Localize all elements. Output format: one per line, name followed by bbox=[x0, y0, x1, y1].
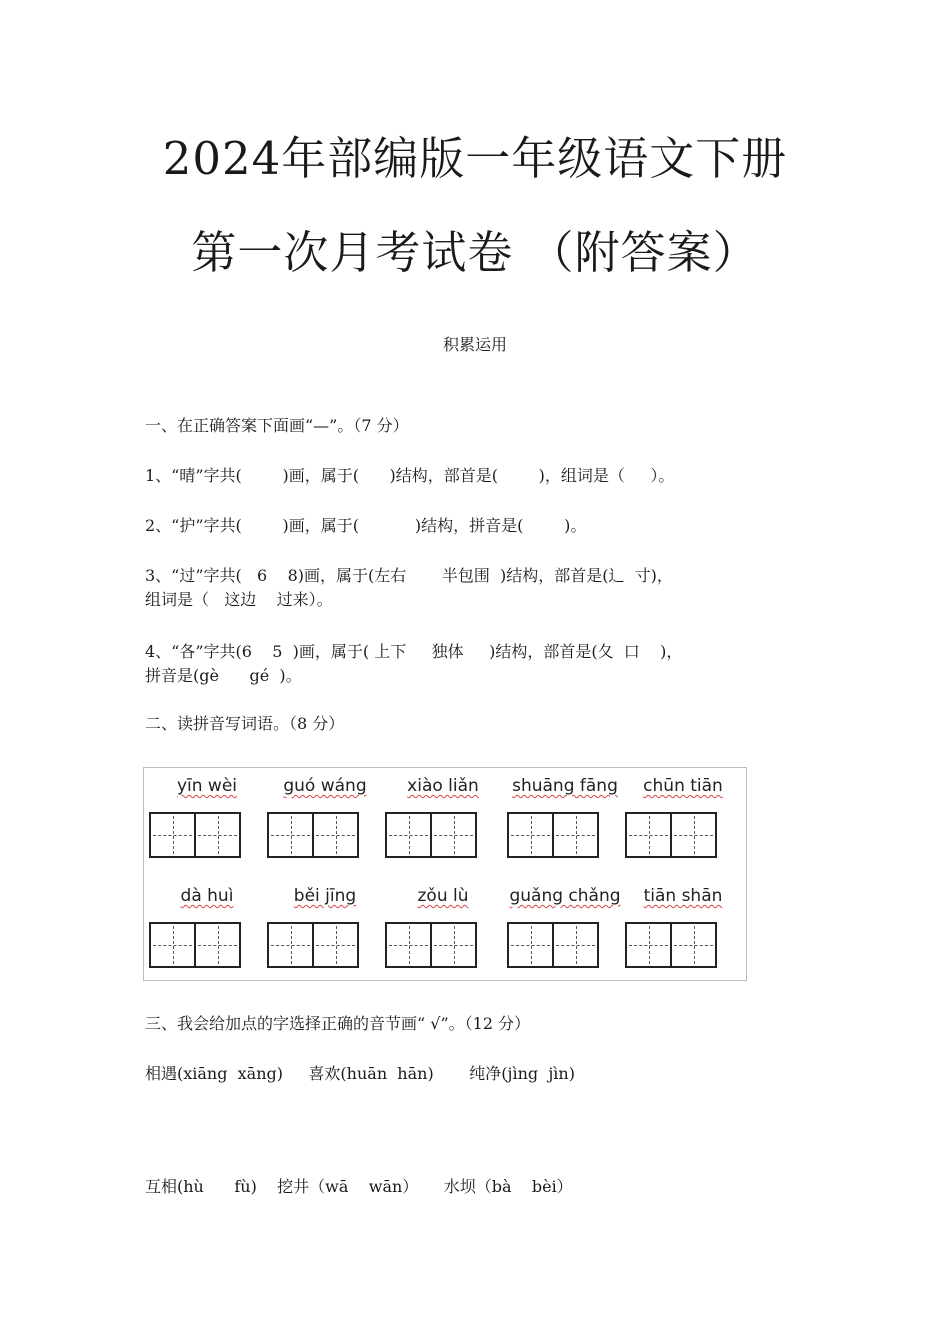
word-item bbox=[146, 776, 268, 858]
writing-box[interactable] bbox=[312, 922, 359, 968]
word-item bbox=[504, 886, 626, 968]
writing-box[interactable] bbox=[507, 812, 554, 858]
pinyin-label: shuāng fāng bbox=[512, 776, 618, 796]
word-item bbox=[622, 776, 744, 858]
question-3-line-1: 相遇(xiāng xāng) 喜欢(huān hān) 纯净(jìng jìn) bbox=[145, 1064, 575, 1083]
word-item bbox=[264, 886, 386, 968]
pinyin-label: xiào liǎn bbox=[407, 776, 479, 796]
character-boxes bbox=[267, 922, 386, 968]
character-boxes bbox=[507, 922, 626, 968]
question-1-item-3-line-1: 3、“过”字共( 6 8)画，属于(左右 半包围 )结构，部首是(辶 寸)， bbox=[145, 566, 673, 585]
writing-box[interactable] bbox=[430, 812, 477, 858]
character-boxes bbox=[507, 812, 626, 858]
pinyin-writing-grid bbox=[143, 767, 747, 981]
question-1-heading: 一、在正确答案下面画“—”。（7 分） bbox=[145, 416, 409, 435]
writing-box[interactable] bbox=[149, 812, 196, 858]
pinyin-label: běi jīng bbox=[293, 886, 357, 906]
writing-box[interactable] bbox=[385, 922, 432, 968]
pinyin-label: dà huì bbox=[180, 886, 234, 906]
writing-box[interactable] bbox=[625, 812, 672, 858]
writing-box[interactable] bbox=[312, 812, 359, 858]
question-3-line-2: 互相(hù fù) 挖井（wā wān） 水坝（bà bèi） bbox=[145, 1177, 573, 1196]
pinyin-label: chūn tiān bbox=[643, 776, 723, 796]
word-item bbox=[264, 776, 386, 858]
question-1-item-1: 1、“晴”字共( )画，属于( )结构，部首是( )，组词是（ ）。 bbox=[145, 466, 675, 485]
writing-box[interactable] bbox=[149, 922, 196, 968]
writing-box[interactable] bbox=[194, 922, 241, 968]
pinyin-label: guó wáng bbox=[283, 776, 367, 796]
page-title-line2: 第一次月考试卷 （附答案） bbox=[191, 226, 759, 279]
character-boxes bbox=[149, 812, 268, 858]
writing-box[interactable] bbox=[194, 812, 241, 858]
character-boxes bbox=[149, 922, 268, 968]
pinyin-label: zǒu lù bbox=[417, 886, 469, 906]
pinyin-label: guǎng chǎng bbox=[509, 886, 621, 906]
writing-box[interactable] bbox=[552, 812, 599, 858]
writing-box[interactable] bbox=[670, 922, 717, 968]
question-1-item-2: 2、“护”字共( )画，属于( )结构，拼音是( )。 bbox=[145, 516, 587, 535]
writing-box[interactable] bbox=[507, 922, 554, 968]
word-item bbox=[146, 886, 268, 968]
writing-box[interactable] bbox=[267, 922, 314, 968]
question-3-heading: 三、我会给加点的字选择正确的音节画“ √”。（12 分） bbox=[145, 1014, 531, 1033]
word-item bbox=[382, 776, 504, 858]
question-2-heading: 二、读拼音写词语。（8 分） bbox=[145, 714, 345, 733]
writing-box[interactable] bbox=[430, 922, 477, 968]
writing-box[interactable] bbox=[267, 812, 314, 858]
pinyin-label: tiān shān bbox=[643, 886, 723, 906]
word-item bbox=[382, 886, 504, 968]
pinyin-label: yīn wèi bbox=[176, 776, 238, 796]
writing-box[interactable] bbox=[385, 812, 432, 858]
question-1-item-3-line-2: 组词是（ 这边 过来）。 bbox=[145, 590, 333, 609]
character-boxes bbox=[625, 812, 744, 858]
character-boxes bbox=[385, 922, 504, 968]
question-1-item-4-line-2: 拼音是(gè gé )。 bbox=[145, 666, 302, 685]
character-boxes bbox=[267, 812, 386, 858]
page-title-line1: 2024年部编版一年级语文下册 bbox=[162, 132, 788, 185]
word-item bbox=[622, 886, 744, 968]
character-boxes bbox=[625, 922, 744, 968]
character-boxes bbox=[385, 812, 504, 858]
writing-box[interactable] bbox=[552, 922, 599, 968]
writing-box[interactable] bbox=[625, 922, 672, 968]
section-heading: 积累运用 bbox=[442, 335, 507, 354]
writing-box[interactable] bbox=[670, 812, 717, 858]
word-item bbox=[504, 776, 626, 858]
question-1-item-4-line-1: 4、“各”字共(6 5 )画，属于( 上下 独体 )结构，部首是(夂 口 )， bbox=[145, 642, 683, 661]
